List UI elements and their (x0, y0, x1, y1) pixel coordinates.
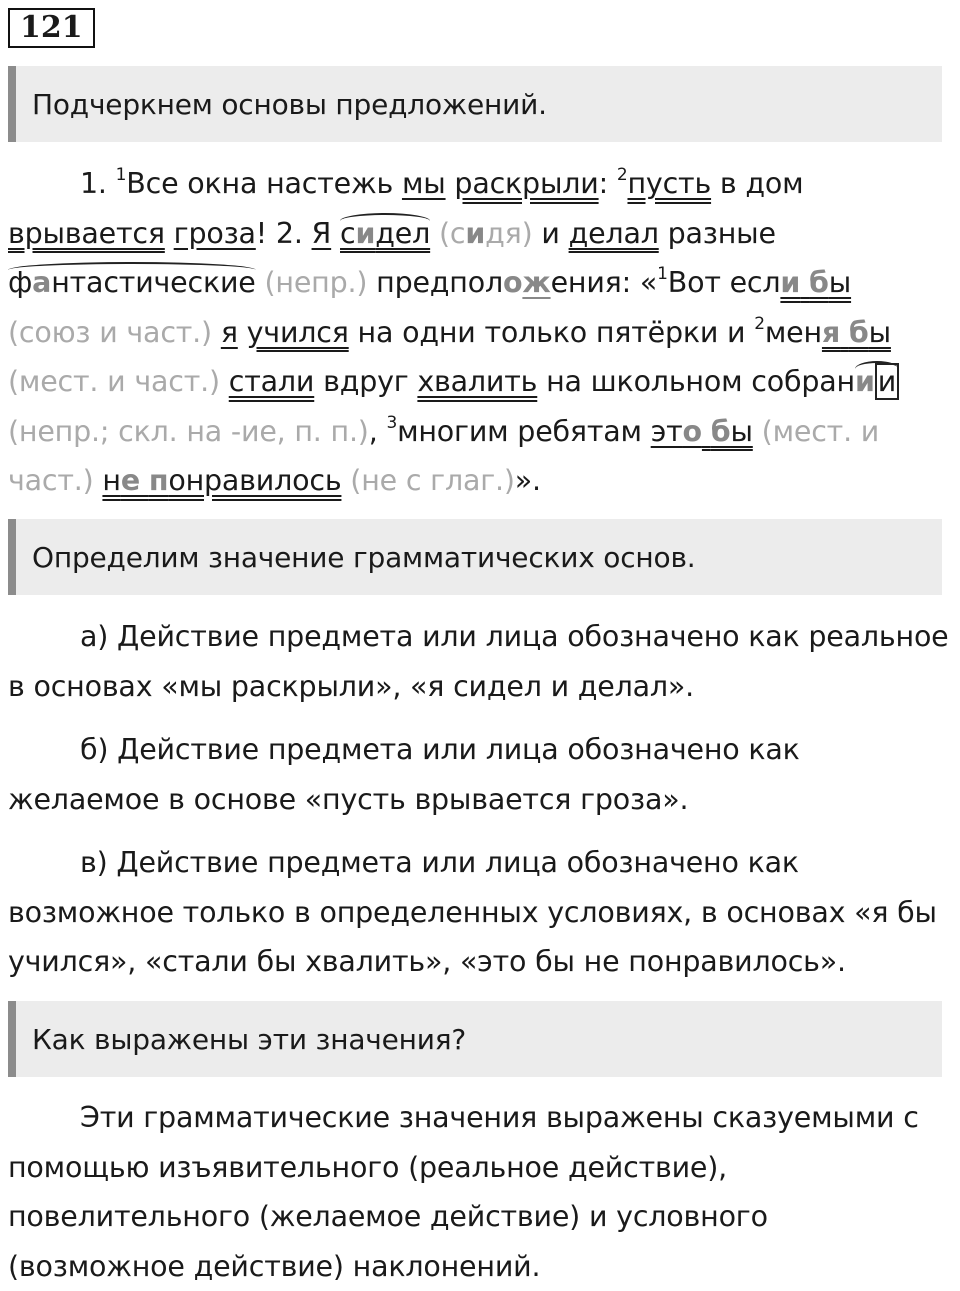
spelling-note: (мест. и част.) (8, 414, 880, 497)
sentence-analysis (8, 159, 952, 506)
answer-b: б) Действие предмета или лица обозначено как желаемое в основе «пусть врывается гроза». (8, 733, 800, 816)
conclusion-text: Эти грамматические значения выражены сказуемыми с помощью изъявительного (реальное действие), повелительного (желаемое действие) и условного (возможное действие) наклонений. (8, 1101, 919, 1283)
ending-mark: и и (855, 365, 899, 398)
predicate: раскрыли (454, 167, 599, 200)
predicate: хвалить (417, 365, 538, 398)
spelling-note: (мест. и част.) (8, 365, 220, 398)
section-header-meaning (8, 519, 942, 595)
predicate: делал (568, 216, 659, 250)
predicate: учился (246, 315, 349, 349)
section-header-bases (8, 66, 942, 142)
ending-box: и (875, 363, 899, 400)
subject: Я (311, 216, 332, 250)
predicate-with-root-mark: сидел (340, 216, 431, 250)
answer-a: а) Действие предмета или лица обозначено как реальное в основах «мы раскрыли», «я сидел и делал». (8, 620, 949, 703)
subject: гроза (173, 216, 256, 250)
section-header-text: Определим значение грамматических основ. (32, 540, 696, 574)
predicate: не понравилось (102, 464, 342, 497)
conclusion (8, 1093, 952, 1291)
predicate: стали (228, 365, 315, 398)
subject: я (220, 315, 238, 349)
spelling-note: (непр.; скл. на -ие, п. п.) (8, 414, 369, 448)
conditional-particle: я бы (821, 315, 891, 349)
answer-v: в) Действие предмета или лица обозначено как возможное только в определенных условиях, в основах «я бы учился», «стали бы хвалить», «это бы не понравилось». (8, 846, 937, 978)
section-header-text: Подчеркнем основы предложений. (32, 87, 547, 121)
answer-list (8, 612, 952, 987)
spelling-note: (союз и част.) (8, 315, 212, 349)
conditional-particle: и бы (780, 266, 852, 299)
spelling-note: (не с глаг.) (350, 464, 515, 497)
subject: мы (401, 167, 446, 200)
predicate: врывается (8, 216, 165, 250)
check-word: (сидя) (439, 216, 533, 250)
section-header-text: Как выражены эти значения? (32, 1022, 467, 1056)
root-marked-word: фантастические (8, 266, 256, 299)
predicate: пусть (627, 167, 712, 200)
analysis-paragraph: 1. $^1$Все окна настежь мы раскрыли: $^2$пусть в дом врывается гроза! 2. Я сидел (сидя) и делал разные фантастические (непр.) предположения: «$^1$Вот если бы (союз и част.) я учился на одни только пятёрки и $^2$меня бы (мест. и част.) стали вдруг хвалить на школьном собрани и (непр.; скл. на -ие, п. п.), $^3$многим ребятам это бы (мест. и част.) не понравилось (не с глаг.)». (8, 159, 952, 506)
section-header-expression (8, 1001, 942, 1077)
subject: это (650, 414, 702, 448)
conditional-particle: бы (710, 414, 753, 448)
spelling-note: (непр.) (264, 266, 368, 299)
task-number: 121 (8, 8, 95, 48)
